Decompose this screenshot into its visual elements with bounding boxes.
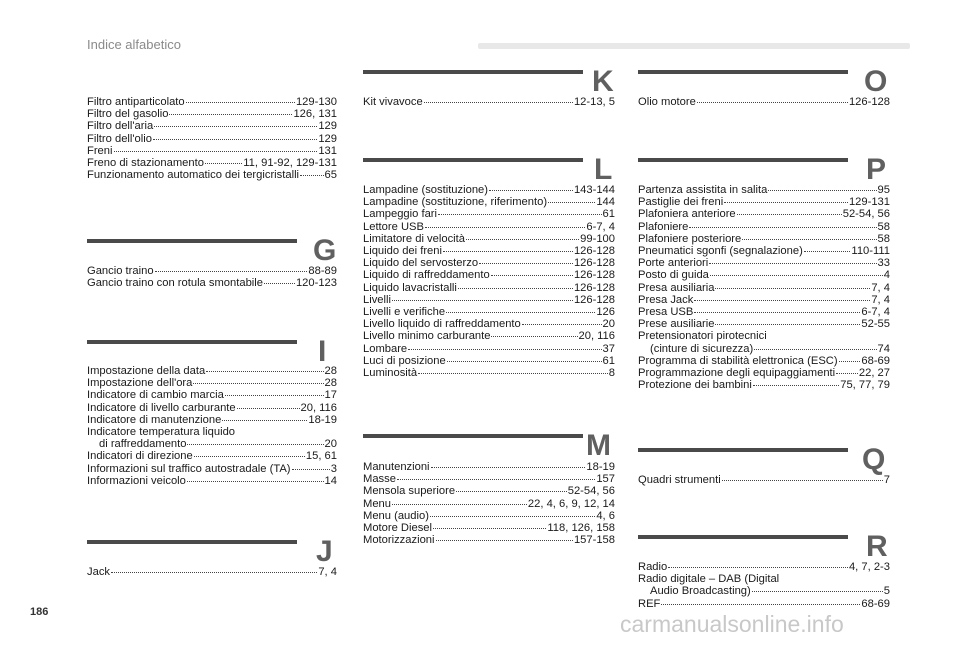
index-term: Menu (audio): [363, 509, 429, 522]
section-R: [638, 561, 890, 610]
index-pages: 18-19: [586, 461, 615, 473]
index-entry: [87, 96, 337, 108]
index-term: Limitatore di velocità: [363, 232, 465, 245]
dot-leader: [418, 372, 608, 374]
section-O-bar: [638, 70, 848, 74]
index-pages: 37: [602, 342, 615, 355]
index-pages: 61: [602, 208, 615, 221]
dot-leader: [431, 466, 586, 468]
index-entry: [638, 269, 890, 281]
index-term: Freno di stazionamento: [87, 157, 204, 170]
index-pages: 7, 4: [871, 281, 890, 294]
section-Q-letter: Q: [862, 443, 886, 476]
dot-leader: [443, 250, 573, 252]
section-I-letter: I: [318, 335, 327, 368]
index-term: Jack: [87, 566, 111, 578]
index-term: Plafoniere posteriore: [638, 232, 742, 245]
index-pages: 157: [596, 473, 615, 486]
index-entry: [363, 510, 615, 522]
index-pages: 8: [608, 367, 615, 380]
index-term: Lampadine (sostituzione, riferimento): [363, 196, 548, 209]
index-entry: [638, 573, 890, 585]
dot-leader: [264, 282, 295, 284]
index-entry: [87, 133, 337, 145]
index-pages: 7, 4: [318, 566, 337, 578]
dot-leader: [438, 213, 602, 215]
index-term: Liquido dei freni: [363, 245, 442, 258]
dot-leader: [447, 360, 602, 362]
index-pages: 14: [324, 474, 337, 487]
dot-leader: [456, 490, 567, 492]
section-M-letter: M: [586, 429, 611, 462]
index-entry: [363, 534, 615, 546]
index-entry: [638, 294, 890, 306]
dot-leader: [479, 262, 573, 264]
index-term: Gancio traino: [87, 265, 154, 277]
index-entry: [87, 157, 337, 169]
dot-leader: [694, 299, 870, 301]
index-entry: [638, 245, 890, 257]
page-number: 186: [30, 606, 49, 618]
index-pages: 120-123: [295, 277, 337, 290]
section-R-bar: [638, 535, 848, 539]
section-G-bar: [87, 239, 297, 243]
index-entry: [638, 585, 890, 597]
index-entry: [363, 196, 615, 208]
index-term: Indicatore di manutenzione: [87, 413, 222, 426]
watermark: carmanualsonline.info: [620, 611, 844, 637]
index-entry: [638, 257, 890, 269]
index-pages: 157-158: [573, 534, 615, 547]
index-term: Pastiglie dei freni: [638, 196, 724, 209]
index-pages: 28: [324, 365, 337, 377]
index-pages: 18-19: [308, 413, 337, 426]
section-F: [87, 96, 337, 181]
index-pages: 61: [602, 354, 615, 367]
index-term: Motore Diesel: [363, 522, 433, 535]
index-entry: [638, 184, 890, 196]
dot-leader: [436, 539, 573, 541]
index-pages: 129: [318, 120, 337, 133]
index-entry: [638, 330, 890, 342]
dot-leader: [154, 125, 317, 127]
index-entry: [87, 450, 337, 462]
dot-leader: [491, 274, 573, 276]
section-L-bar: [363, 158, 583, 162]
index-term: Presa ausiliaria: [638, 281, 715, 294]
index-term: Livello liquido di raffreddamento: [363, 318, 521, 331]
index-entry: [87, 414, 337, 426]
index-term: Luminosità: [363, 367, 418, 380]
index-entry: [363, 367, 615, 379]
section-P: [638, 184, 890, 391]
index-entry: [363, 498, 615, 510]
dot-leader: [522, 323, 602, 325]
index-term: Radio digitale – DAB (Digital: [638, 573, 780, 586]
section-L-letter: L: [594, 153, 613, 186]
index-entry: [87, 120, 337, 132]
index-term: Pretensionatori pirotecnici: [638, 330, 767, 343]
index-pages: 7: [883, 474, 890, 486]
section-I-bar: [87, 340, 297, 344]
index-term: Freni: [87, 144, 113, 157]
index-term: Pneumatici sgonfi (segnalazione): [638, 245, 803, 258]
index-pages: 3: [330, 462, 337, 475]
index-term: Lampeggio fari: [363, 208, 438, 221]
index-pages: 11, 91-92, 129-131: [243, 157, 337, 170]
section-J-letter: J: [316, 535, 333, 568]
index-term: Partenza assistita in salita: [638, 184, 768, 196]
index-pages: 6-7, 4: [861, 306, 890, 319]
index-entry: [363, 269, 615, 281]
index-term: Mensola superiore: [363, 485, 456, 498]
dot-leader: [206, 370, 323, 372]
index-entry: [87, 463, 337, 475]
section-R-letter: R: [866, 530, 888, 563]
index-entry: [638, 598, 890, 610]
index-entry: [638, 318, 890, 330]
index-pages: 20: [602, 318, 615, 331]
index-entry: [363, 221, 615, 233]
dot-leader: [424, 101, 573, 103]
index-entry: [638, 282, 890, 294]
dot-leader: [153, 138, 317, 140]
index-entry: [87, 169, 337, 181]
dot-leader: [114, 150, 318, 152]
index-entry: [363, 485, 615, 497]
index-pages: 6-7, 4: [586, 220, 615, 233]
index-pages: 52-55: [861, 318, 890, 331]
index-entry: [363, 461, 615, 473]
dot-leader: [661, 603, 860, 605]
index-term: Filtro antiparticolato: [87, 96, 185, 108]
index-entry: [87, 365, 337, 377]
index-entry: [87, 475, 337, 487]
dot-leader: [430, 515, 595, 517]
index-entry: [363, 184, 615, 196]
dot-leader: [710, 274, 883, 276]
section-O: [638, 96, 890, 108]
index-pages: 144: [596, 196, 615, 209]
index-entry: [638, 306, 890, 318]
index-pages: 110-111: [851, 245, 890, 258]
index-term: Menu: [363, 497, 391, 510]
index-entry: [363, 522, 615, 534]
dot-leader: [397, 478, 595, 480]
index-entry: [87, 277, 337, 289]
index-pages: 17: [324, 389, 337, 402]
index-entry: [638, 221, 890, 233]
index-pages: 126-128: [573, 245, 615, 258]
section-M: [363, 461, 615, 546]
dot-leader: [839, 360, 861, 362]
section-P-bar: [638, 158, 848, 162]
index-pages: 126-128: [573, 293, 615, 306]
section-L: [363, 184, 615, 379]
index-pages: 74: [877, 342, 890, 355]
index-entry: [638, 367, 890, 379]
section-O-letter: O: [864, 65, 888, 98]
index-pages: 20: [324, 438, 337, 451]
index-pages: 88-89: [308, 265, 337, 277]
index-pages: 129: [318, 132, 337, 145]
index-pages: 126: [596, 306, 615, 319]
dot-leader: [836, 372, 858, 374]
index-term: Filtro dell'olio: [87, 132, 152, 145]
dot-leader: [804, 250, 851, 252]
section-P-letter: P: [866, 153, 887, 186]
index-pages: 20, 116: [578, 330, 615, 343]
index-entry: [363, 208, 615, 220]
index-entry: [638, 208, 890, 220]
index-pages: 126-128: [573, 269, 615, 282]
index-term: Programma di stabilità elettronica (ESC): [638, 354, 838, 367]
index-entry: [363, 245, 615, 257]
index-pages: 22, 27: [858, 367, 890, 380]
index-term: Posto di guida: [638, 269, 709, 282]
section-J-bar: [87, 540, 297, 544]
section-G-letter: G: [313, 234, 337, 267]
index-term: di raffreddamento: [99, 438, 187, 451]
dot-leader: [225, 394, 324, 396]
index-term: REF: [638, 597, 661, 610]
dot-leader: [292, 468, 330, 470]
index-entry: [87, 389, 337, 401]
dot-leader: [697, 101, 848, 103]
index-entry: [363, 306, 615, 318]
index-entry: [638, 561, 890, 573]
dot-leader: [458, 287, 573, 289]
dot-leader: [194, 455, 305, 457]
index-pages: 129-130: [295, 96, 337, 108]
index-pages: 118, 126, 158: [547, 522, 615, 535]
dot-leader: [392, 299, 573, 301]
index-pages: 129-131: [848, 196, 890, 209]
index-term: Motorizzazioni: [363, 534, 435, 547]
dot-leader: [222, 419, 307, 421]
index-term: Impostazione dell'ora: [87, 377, 193, 390]
index-entry: [87, 566, 337, 578]
index-pages: 4, 6: [596, 509, 615, 522]
index-pages: 75, 77, 79: [840, 379, 890, 392]
index-pages: 12-13, 5: [573, 96, 615, 108]
index-pages: 4: [883, 269, 890, 282]
index-entry: [638, 196, 890, 208]
index-term: (cinture di sicurezza): [650, 342, 754, 355]
index-term: Livelli: [363, 293, 391, 306]
section-K: [363, 96, 615, 108]
index-term: Indicatore temperatura liquido: [87, 426, 236, 439]
section-I: [87, 365, 337, 487]
index-term: Informazioni veicolo: [87, 474, 186, 487]
index-pages: 28: [324, 377, 337, 390]
index-entry: [87, 265, 337, 277]
dot-leader: [737, 213, 842, 215]
dot-leader: [187, 443, 323, 445]
dot-leader: [392, 503, 527, 505]
index-entry: [638, 474, 890, 486]
index-term: Lettore USB: [363, 220, 424, 233]
index-pages: 65: [324, 169, 337, 182]
dot-leader: [408, 348, 601, 350]
dot-leader: [715, 323, 860, 325]
index-entry: [363, 330, 615, 342]
dot-leader: [193, 382, 323, 384]
index-term: Audio Broadcasting): [650, 585, 751, 598]
index-entry: [363, 294, 615, 306]
index-entry: [638, 379, 890, 391]
dot-leader: [425, 226, 585, 228]
dot-leader: [446, 311, 595, 313]
section-K-bar: [363, 70, 583, 74]
index-pages: 99-100: [580, 232, 615, 245]
index-entry: [87, 426, 337, 438]
index-term: Informazioni sul traffico autostradale (TA): [87, 462, 291, 475]
dot-leader: [715, 287, 870, 289]
index-entry: [363, 96, 615, 108]
index-entry: [87, 377, 337, 389]
dot-leader: [694, 311, 860, 313]
index-entry: [87, 402, 337, 414]
index-pages: 52-54, 56: [842, 208, 890, 221]
index-pages: 143-144: [573, 184, 615, 196]
index-pages: 68-69: [861, 354, 890, 367]
index-term: Impostazione della data: [87, 365, 206, 377]
dot-leader: [548, 201, 595, 203]
dot-leader: [237, 407, 300, 409]
section-Q: [638, 474, 890, 486]
index-pages: 131: [318, 144, 337, 157]
index-pages: 58: [877, 232, 890, 245]
section-Q-bar: [638, 448, 848, 452]
index-pages: 4, 7, 2-3: [848, 561, 890, 573]
dot-leader: [169, 113, 292, 115]
dot-leader: [768, 189, 876, 191]
index-pages: 5: [883, 585, 890, 598]
index-pages: 126-128: [573, 257, 615, 270]
index-term: Lombare: [363, 342, 408, 355]
index-pages: 58: [877, 220, 890, 233]
index-pages: 95: [877, 184, 890, 196]
index-entry: [363, 355, 615, 367]
index-pages: 68-69: [861, 597, 890, 610]
index-term: Indicatori di direzione: [87, 450, 193, 463]
index-pages: 22, 4, 6, 9, 12, 14: [527, 497, 615, 510]
index-pages: 15, 61: [305, 450, 337, 463]
index-term: Manutenzioni: [363, 461, 430, 473]
section-M-bar: [363, 434, 583, 438]
index-entry: [638, 96, 890, 108]
index-entry: [87, 108, 337, 120]
section-G: [87, 265, 337, 289]
dot-leader: [742, 238, 876, 240]
index-term: Indicatore di cambio marcia: [87, 389, 224, 402]
dot-leader: [722, 479, 883, 481]
dot-leader: [205, 162, 242, 164]
index-term: Livelli e verifiche: [363, 306, 446, 319]
index-entry: [638, 233, 890, 245]
dot-leader: [186, 101, 295, 103]
dot-leader: [155, 270, 308, 272]
index-term: Plafoniera anteriore: [638, 208, 736, 221]
index-pages: 126, 131: [293, 108, 337, 121]
index-entry: [638, 355, 890, 367]
dot-leader: [466, 238, 579, 240]
index-entry: [638, 343, 890, 355]
index-term: Liquido del servosterzo: [363, 257, 479, 270]
index-term: Funzionamento automatico dei tergicristalli: [87, 169, 300, 182]
index-term: Lampadine (sostituzione): [363, 184, 488, 196]
header-bar: [478, 43, 910, 49]
index-pages: 52-54, 56: [567, 485, 615, 498]
index-entry: [87, 145, 337, 157]
index-term: Olio motore: [638, 96, 696, 108]
dot-leader: [491, 335, 577, 337]
dot-leader: [752, 590, 883, 592]
index-pages: 7, 4: [871, 293, 890, 306]
index-term: Prese ausiliarie: [638, 318, 715, 331]
dot-leader: [300, 174, 324, 176]
index-term: Radio: [638, 561, 668, 573]
index-term: Porte anteriori: [638, 257, 709, 270]
index-pages: 20, 116: [300, 401, 337, 414]
index-pages: 33: [877, 257, 890, 270]
index-entry: [363, 282, 615, 294]
index-term: Gancio traino con rotula smontabile: [87, 277, 263, 290]
dot-leader: [724, 201, 848, 203]
dot-leader: [754, 348, 876, 350]
page-header-title: Indice alfabetico: [87, 37, 181, 52]
index-term: Luci di posizione: [363, 354, 446, 367]
dot-leader: [709, 262, 876, 264]
index-entry: [363, 318, 615, 330]
index-pages: 126-128: [573, 281, 615, 294]
index-pages: 126-128: [848, 96, 890, 108]
index-term: Presa USB: [638, 306, 694, 319]
dot-leader: [433, 527, 546, 529]
index-entry: [363, 233, 615, 245]
dot-leader: [689, 226, 876, 228]
dot-leader: [187, 480, 324, 482]
dot-leader: [753, 384, 839, 386]
index-entry: [363, 343, 615, 355]
index-entry: [363, 473, 615, 485]
index-entry: [87, 438, 337, 450]
dot-leader: [111, 571, 317, 573]
index-term: Filtro del gasolio: [87, 108, 169, 121]
index-term: Filtro dell'aria: [87, 120, 154, 133]
index-term: Liquido lavacristalli: [363, 281, 457, 294]
section-J: [87, 566, 337, 578]
index-term: Kit vivavoce: [363, 96, 423, 108]
index-term: Plafoniere: [638, 220, 689, 233]
section-K-letter: K: [592, 65, 614, 98]
index-term: Masse: [363, 473, 396, 486]
index-term: Indicatore di livello carburante: [87, 401, 236, 414]
index-term: Presa Jack: [638, 293, 694, 306]
index-term: Liquido di raffreddamento: [363, 269, 490, 282]
index-term: Livello minimo carburante: [363, 330, 491, 343]
dot-leader: [668, 566, 848, 568]
index-term: Protezione dei bambini: [638, 379, 752, 392]
index-term: Programmazione degli equipaggiamenti: [638, 367, 836, 380]
dot-leader: [489, 189, 573, 191]
index-entry: [363, 257, 615, 269]
index-term: Quadri strumenti: [638, 474, 721, 486]
